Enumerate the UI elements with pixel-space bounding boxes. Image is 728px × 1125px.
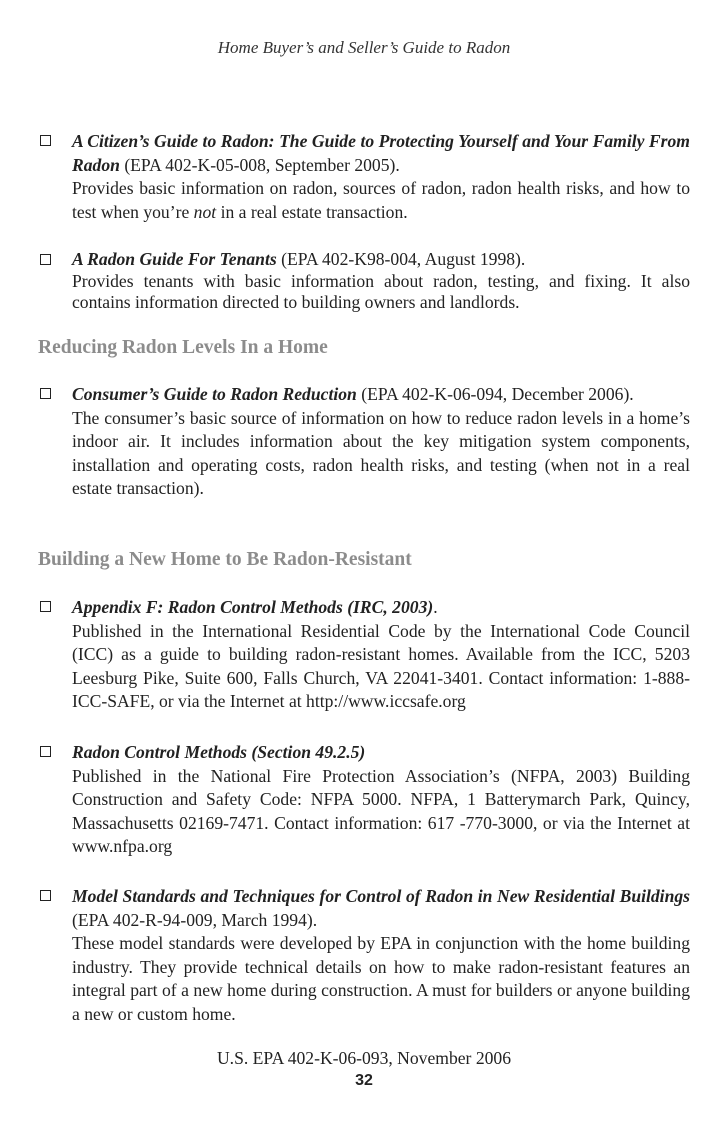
entry-title: Consumer’s Guide to Radon Reduction (72, 384, 357, 404)
page-number: 32 (355, 1072, 373, 1089)
entry-citation: (EPA 402-K98-004, August 1998). (281, 249, 526, 269)
entry-description: Published in the International Residential Code by the International Code Council (ICC) as a guide to building radon-resistant homes. Available from the ICC, 5203 Leesburg Pike, Suite 600, Falls Church, VA 22041-3401. Contact information: 1-888-ICC-SAFE, or via the Internet at http://www.iccsafe.org (72, 620, 690, 712)
entry-title: Radon Control Methods (Section 49.2.5) (72, 742, 366, 762)
entry-description: These model standards were developed by EPA in conjunction with the home building industry. They provide technical details on how to make radon-resistant features an integral part of a new home during construction. A must for builders or anyone building a new or custom home. (72, 933, 690, 1024)
list-item-consumers-guide (38, 383, 690, 501)
entry-description: Provides tenants with basic information about radon, testing, and fixing. It also contains information directed to building owners and landlords. (72, 270, 690, 312)
entry-description: The consumer’s basic source of information on how to reduce radon levels in a home’s indoor air. It includes information about the key mitigation system components, installation and operating costs, radon health risks, and testing (when not in a real estate transaction). (72, 407, 690, 499)
entry-title: Appendix F: Radon Control Methods (IRC, 2003) (72, 597, 434, 617)
entry-citation: (EPA 402-R-94-009, March 1994). (72, 909, 318, 930)
entry-description: Provides basic information on radon, sources of radon, radon health risks, and how to test when you’re not in a real estate transaction. (72, 178, 690, 222)
checkbox-icon (40, 135, 51, 146)
list-item-nfpa (38, 741, 690, 859)
entry-title: A Radon Guide For Tenants (72, 249, 277, 269)
entry-description: Published in the National Fire Protection Association’s (NFPA, 2003) Building Construction and Safety Code: NFPA 5000. NFPA, 1 Batterymarch Park, Quincy, Massachusetts 02169-7471. Contact information: 617 -770-3000, or via the Internet at www.nfpa.org (72, 765, 690, 857)
list-item-tenants-guide (38, 249, 690, 314)
checkbox-icon (40, 388, 51, 399)
footer-publication: U.S. EPA 402-K-06-093, November 2006 (216, 1048, 512, 1068)
running-header: Home Buyer’s and Seller’s Guide to Radon (217, 38, 511, 57)
checkbox-icon (40, 254, 51, 265)
checkbox-icon (40, 746, 51, 757)
checkbox-icon (40, 890, 51, 901)
list-item-model-standards (38, 885, 690, 1027)
entry-title: A Citizen’s Guide to Radon: The Guide to Protecting Yourself and Your Family From Radon (72, 131, 690, 175)
checkbox-icon (40, 601, 51, 612)
entry-citation: . (433, 597, 438, 617)
list-item-appendix-f (38, 596, 690, 714)
emphasis-not: not (193, 201, 217, 222)
section-heading-reducing: Reducing Radon Levels In a Home (38, 337, 328, 358)
entry-citation: (EPA 402-K-05-008, September 2005). (124, 154, 400, 175)
entry-title: Model Standards and Techniques for Control of Radon in New Residential Buildings (72, 886, 690, 906)
list-item-citizens-guide (38, 130, 690, 224)
section-heading-building: Building a New Home to Be Radon-Resistant (38, 549, 412, 570)
entry-citation: (EPA 402-K-06-094, December 2006). (361, 384, 634, 404)
